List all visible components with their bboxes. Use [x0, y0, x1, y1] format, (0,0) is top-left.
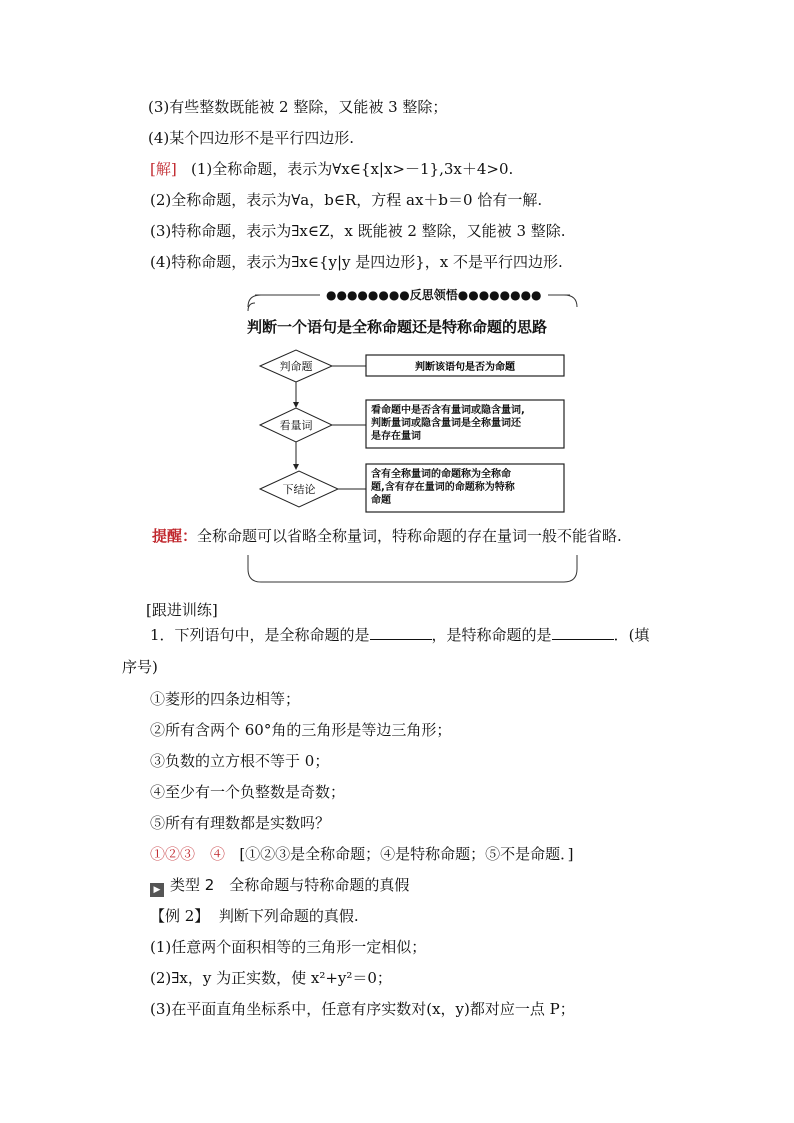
text-line: (4)某个四边形不是平行四边形. [148, 129, 355, 147]
hint-text: 全称命题可以省略全称量词，特称命题的存在量词一般不能省略. [197, 527, 622, 545]
list-item: ②所有含两个 60°角的三角形是等边三角形； [150, 721, 452, 739]
flow-note-3: 含有全称量词的命题称为全称命 题,含有存在量词的命题称为特称 命题 [371, 469, 515, 506]
section-heading: ▶ 类型 2 全称命题与特称命题的真假 [150, 875, 409, 897]
practice-question-cont: 序号) [122, 658, 158, 676]
flow-note-1: 判断该语句是否为命题 [415, 362, 515, 373]
flow-note-2: 看命题中是否含有量词或隐含量词, 判断量词或隐含量词是全称量词还 是存在量词 [371, 405, 525, 442]
play-triangle-icon: ▶ [150, 883, 164, 897]
answer-blank[interactable] [552, 625, 614, 640]
solution-tag: [解] [150, 160, 177, 178]
flow-step-3: 下结论 [282, 483, 316, 496]
flow-step-2: 看量词 [279, 419, 313, 432]
example-line: 【例 2】 判断下列命题的真假. [150, 907, 359, 925]
text-line: (3)在平面直角坐标系中，任意有序实数对(x，y)都对应一点 P； [150, 1000, 575, 1018]
answer-highlight: ①②③ ④ [150, 845, 226, 863]
reflection-title: 判断一个语句是全称命题还是特称命题的思路 [246, 318, 547, 336]
practice-answer: ①②③ ④ [①②③是全称命题；④是特称命题；⑤不是命题．] [150, 845, 574, 863]
example-tag: 【例 2】 [150, 907, 210, 925]
list-item: ③负数的立方根不等于 0； [150, 752, 330, 770]
practice-question: 1．下列语句中，是全称命题的是 ，是特称命题的是 ．(填 [150, 626, 650, 644]
text-line: (2)∃x，y 为正实数，使 x²+y²＝0； [150, 969, 392, 987]
list-item: ①菱形的四条边相等； [150, 690, 301, 708]
hint-line [152, 526, 622, 546]
text-line: (3)特称命题，表示为∃x∈Z，x 既能被 2 整除，又能被 3 整除. [150, 222, 566, 240]
list-item: ④至少有一个负整数是奇数； [150, 783, 346, 801]
solution-text: (1)全称命题，表示为∀x∈{x|x>－1},3x＋4>0. [191, 160, 514, 178]
answer-blank[interactable] [370, 625, 432, 640]
reflection-banner: ●●●●●●●●反思领悟●●●●●●●● [320, 286, 548, 303]
hint-label: 提醒： [152, 527, 198, 545]
practice-header: [跟进训练] [146, 601, 218, 619]
text-line: (1)任意两个面积相等的三角形一定相似； [150, 938, 427, 956]
list-item: ⑤所有有理数都是实数吗？ [150, 814, 331, 832]
text-line: (4)特称命题，表示为∃x∈{y|y 是四边形}，x 不是平行四边形. [150, 253, 563, 271]
text-line: (3)有些整数既能被 2 整除，又能被 3 整除； [148, 98, 448, 116]
text-line: (2)全称命题，表示为∀a，b∈R，方程 ax＋b＝0 恰有一解. [150, 191, 543, 209]
flow-step-1: 判命题 [279, 360, 313, 373]
